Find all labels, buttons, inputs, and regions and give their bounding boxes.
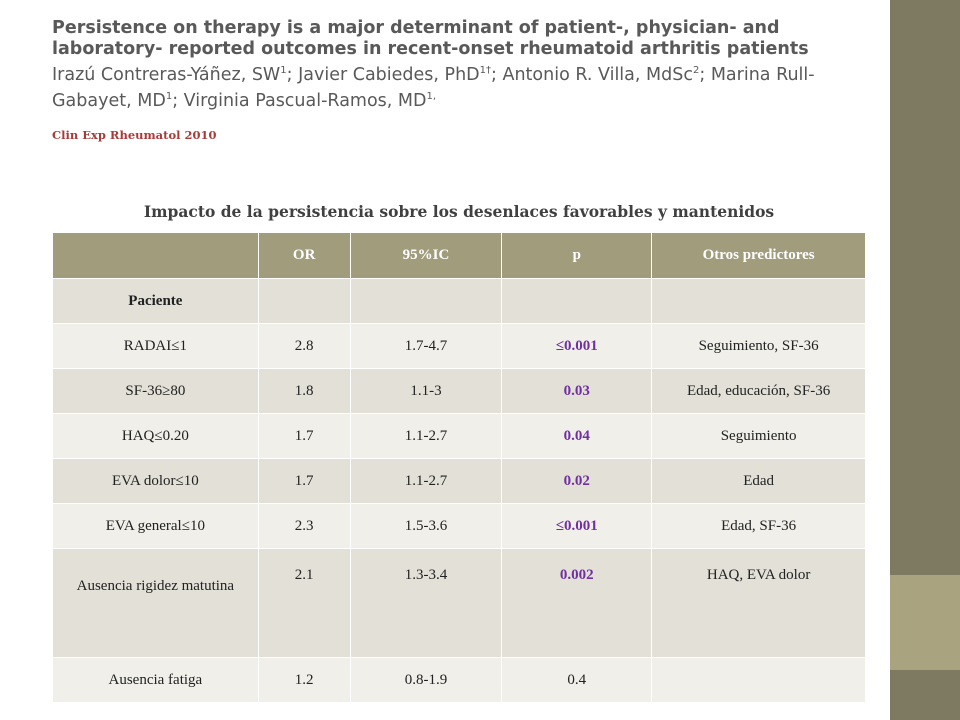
row-label: RADAI≤1 [53,324,259,369]
p-value: ≤0.001 [502,504,652,549]
table-row [53,324,866,369]
table-row [53,658,866,703]
author-name: Marina Rull-Gabayet, MD [52,64,815,111]
right-decorative-band [890,0,960,720]
author-separator: ; [172,90,184,111]
row-label: Ausencia fatiga [53,658,259,703]
author-separator: ; [491,64,503,85]
other-predictors: Seguimiento [652,414,866,459]
confidence-interval: 1.1-3 [350,369,502,414]
table-caption: Impacto de la persistencia sobre los desenlaces favorables y mantenidos [143,202,775,221]
p-value: 0.03 [502,369,652,414]
author-separator: ; [286,64,299,85]
confidence-interval: 1.3-3.4 [350,549,502,658]
results-table [52,232,866,703]
odds-ratio: 1.7 [258,459,350,504]
row-label: SF-36≥80 [53,369,259,414]
odds-ratio: 2.1 [258,549,350,658]
table-header-row [53,233,866,279]
author-separator: ; [699,64,711,85]
confidence-interval: 1.1-2.7 [350,459,502,504]
header-cell-p: p [502,233,652,279]
confidence-interval: 1.7-4.7 [350,324,502,369]
row-label: EVA dolor≤10 [53,459,259,504]
table-row [53,369,866,414]
p-value: 0.4 [502,658,652,703]
other-predictors: Seguimiento, SF-36 [652,324,866,369]
journal-citation: Clin Exp Rheumatol 2010 [52,127,217,142]
author-name: Javier Cabiedes, PhD [298,64,480,85]
header-cell-blank [53,233,259,279]
p-value: 0.02 [502,459,652,504]
section-row [53,279,866,324]
author-affiliation: 2 [692,65,700,76]
odds-ratio: 1.7 [258,414,350,459]
header-cell-or: OR [258,233,350,279]
p-value: 0.002 [502,549,652,658]
odds-ratio: 2.3 [258,504,350,549]
row-label: HAQ≤0.20 [53,414,259,459]
row-label: EVA general≤10 [53,504,259,549]
confidence-interval: 1.5-3.6 [350,504,502,549]
other-predictors [652,658,866,703]
author-list [52,60,872,112]
other-predictors: Edad, SF-36 [652,504,866,549]
p-value: 0.04 [502,414,652,459]
odds-ratio: 1.2 [258,658,350,703]
author-affiliation: 1, [426,90,437,102]
author-affiliation: 1† [479,65,492,76]
row-label: Ausencia rigidez matutina [53,549,259,658]
table-row [53,549,866,658]
header-cell-predictors: Otros predictores [652,233,866,279]
p-value: ≤0.001 [502,324,652,369]
table-row [53,504,866,549]
other-predictors: HAQ, EVA dolor [652,549,866,658]
author-affiliation: 1 [280,65,287,76]
odds-ratio: 1.8 [258,369,350,414]
section-label: Paciente [53,279,259,324]
slide-header [52,18,872,142]
table-row [53,414,866,459]
author-name: Antonio R. Villa, MdSc [502,64,693,85]
odds-ratio: 2.8 [258,324,350,369]
header-cell-ci: 95%IC [350,233,502,279]
right-accent-block [890,575,960,670]
confidence-interval: 0.8-1.9 [350,658,502,703]
confidence-interval: 1.1-2.7 [350,414,502,459]
author-name: Virginia Pascual-Ramos, MD [183,90,427,111]
other-predictors: Edad [652,459,866,504]
paper-title: Persistence on therapy is a major determinant of patient-, physician- and laboratory- reported outcomes in recent-onset rheumatoid arthritis patients [52,18,809,59]
author-name: Irazú Contreras-Yáñez, SW [52,64,281,85]
table-row [53,459,866,504]
other-predictors: Edad, educación, SF-36 [652,369,866,414]
author-affiliation: 1 [165,90,173,102]
